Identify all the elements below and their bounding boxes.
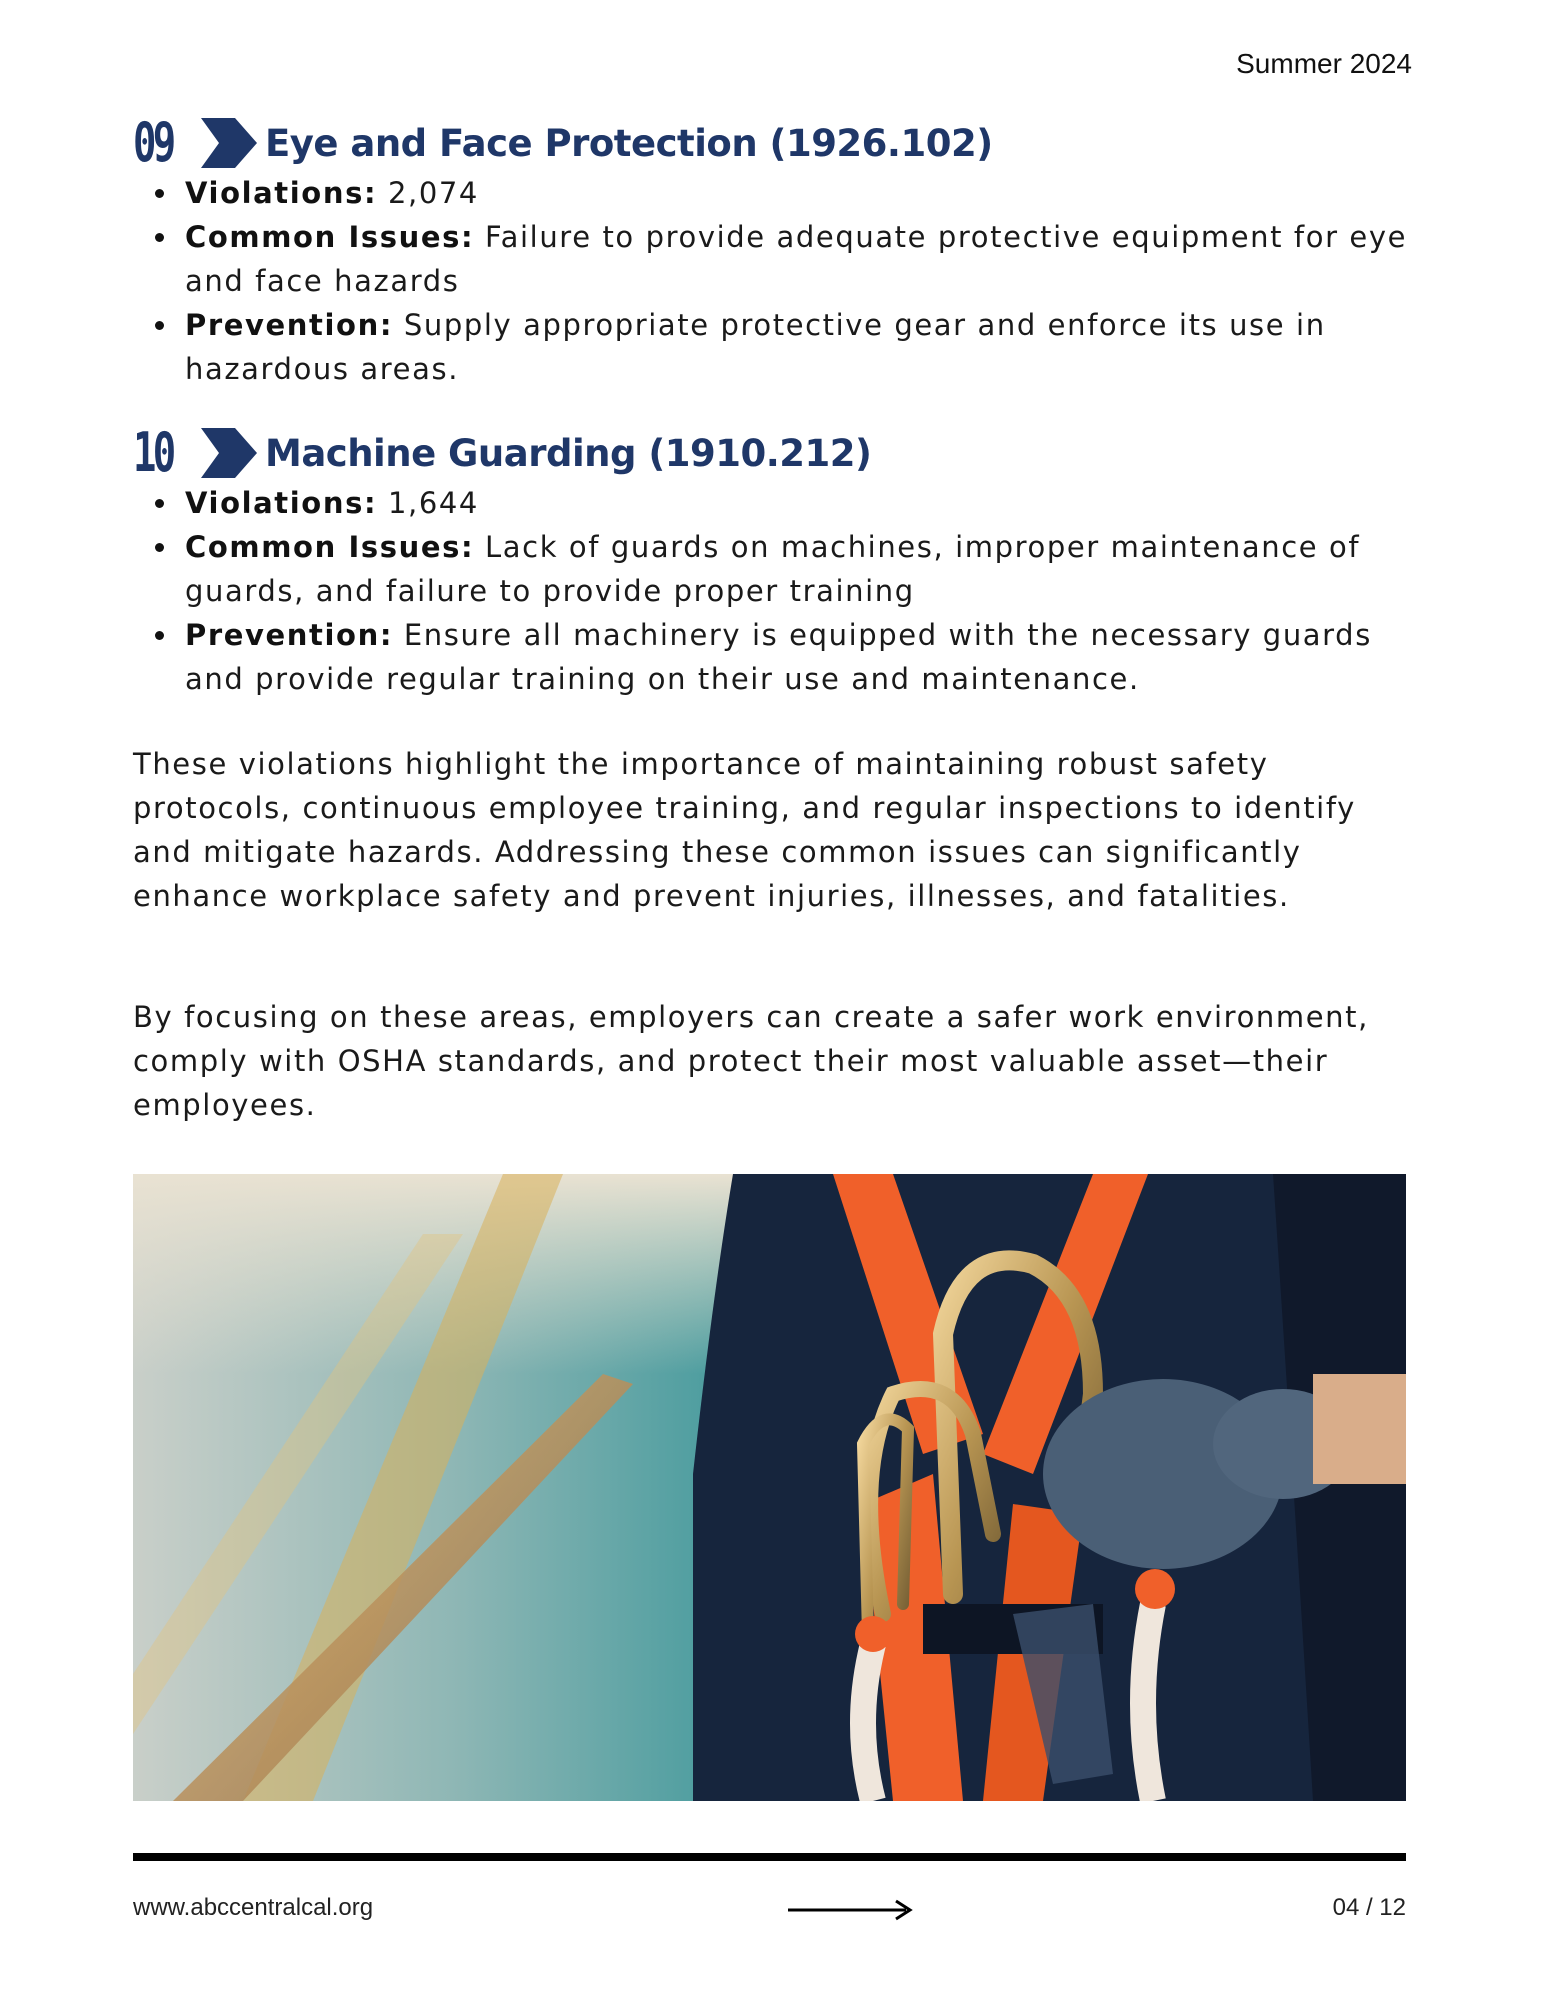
violation-details-list [133, 481, 1413, 701]
item-label: Prevention: [185, 618, 394, 652]
item-text: 1,644 [377, 486, 479, 520]
item-text: Supply appropriate protective gear and enforce its use in hazardous areas. [185, 308, 1326, 386]
item-label: Prevention: [185, 308, 394, 342]
section-heading [133, 111, 1413, 174]
item-label: Violations: [185, 176, 378, 210]
issue-season: Summer 2024 [1236, 48, 1412, 79]
item-label: Violations: [185, 486, 378, 520]
footer-divider [133, 1853, 1406, 1861]
section-machine-guarding [133, 421, 1413, 701]
section-number: 09 [133, 111, 173, 174]
item-text: Failure to provide adequate protective equipment for eye and face hazards [185, 220, 1408, 298]
page-number: 04 / 12 [1332, 1894, 1406, 1921]
violation-details-list [133, 171, 1413, 391]
summary-paragraph: These violations highlight the importance of maintaining robust safety protocols, continuous employee training, and regular inspections to identify and mitigate hazards. Addressing these common issues can significantly enhance workplace safety and prevent injuries, illnesses, and fatalities. [133, 747, 1356, 913]
item-text: Ensure all machinery is equipped with the necessary guards and provide regular training on their use and maintenance. [185, 618, 1372, 696]
chevron-right-icon [199, 118, 257, 168]
section-number: 10 [133, 421, 173, 484]
list-item [185, 613, 1413, 701]
item-label: Common Issues: [185, 220, 475, 254]
section-title: Eye and Face Protection (1926.102) [265, 121, 993, 165]
list-item [185, 215, 1413, 303]
safety-harness-photo [133, 1174, 1406, 1801]
footer-website-link[interactable]: www.abccentralcal.org [133, 1894, 374, 1921]
item-text: Lack of guards on machines, improper maintenance of guards, and failure to provide proper training [185, 530, 1361, 608]
list-item [185, 481, 1413, 525]
section-heading [133, 421, 1413, 484]
list-item [185, 171, 1413, 215]
closing-paragraph: By focusing on these areas, employers can create a safer work environment, comply with OSHA standards, and protect their most valuable asset—their employees. [133, 1000, 1369, 1122]
section-title: Machine Guarding (1910.212) [265, 431, 872, 475]
section-eye-face-protection [133, 111, 1413, 391]
list-item [185, 303, 1413, 391]
item-label: Common Issues: [185, 530, 475, 564]
list-item [185, 525, 1413, 613]
right-arrow-icon[interactable] [788, 1897, 920, 1923]
item-text: 2,074 [377, 176, 479, 210]
chevron-right-icon [199, 428, 257, 478]
